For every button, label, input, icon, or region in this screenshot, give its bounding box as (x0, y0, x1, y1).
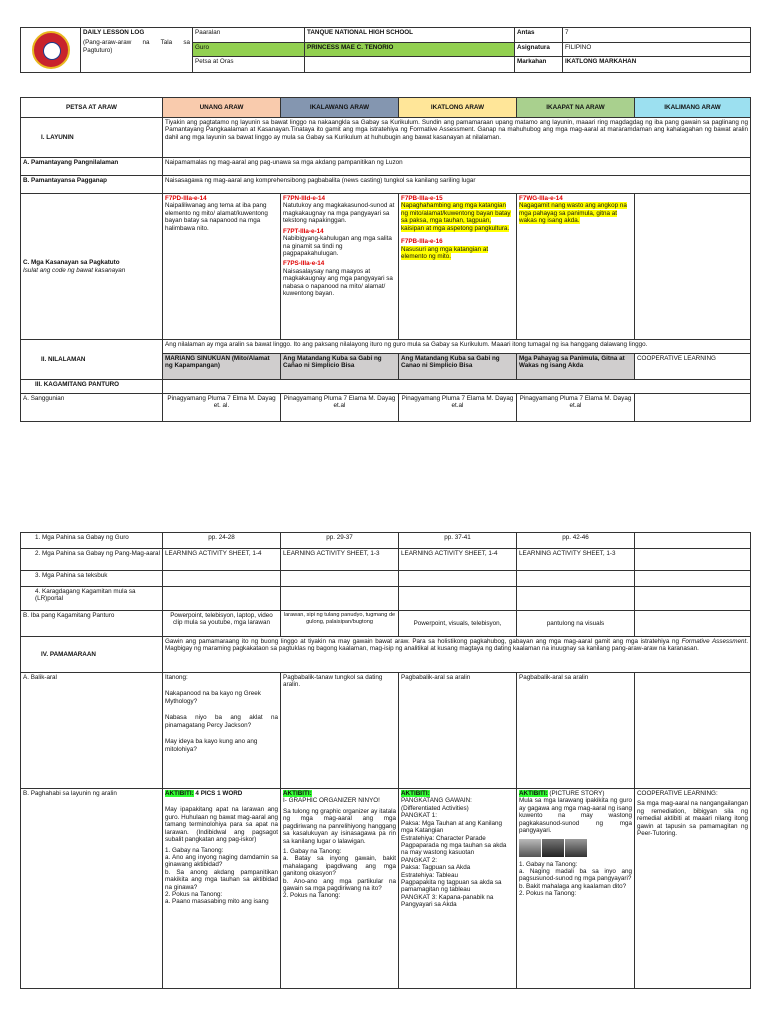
kasanayan-day4 (517, 194, 635, 340)
balik-aral-day5 (635, 673, 751, 789)
balik-aral-day1 (163, 673, 281, 789)
pahina-guro-day3: pp. 37-41 (399, 533, 517, 549)
activity-line: PANGKAT 1: (401, 812, 438, 820)
activity-line: a. Batay sa inyong gawain, bakit mahalagang ipagdiwang ang mga ganitong okasyon? (283, 855, 396, 878)
pahina-mag-aaral-day5 (635, 549, 751, 571)
iba-pang-day2: larawan, sipi ng tulang panudyo, tugmang de gulong, palaisipan/bugtong (281, 611, 399, 637)
pahina-guro-label: 1. Mga Pahina sa Gabay ng Guro (21, 533, 163, 549)
nilalaman-day2: Ang Matandang Kuba sa Gabi ng Cañao ni Simplicio Bisa (281, 354, 399, 380)
nilalaman-day1: MARIANG SINUKUAN (Mito/Alamat ng Kapampangan) (163, 354, 281, 380)
pahina-guro-day4: pp. 42-46 (517, 533, 635, 549)
pangnilalaman-label: A. Pamantayang Pangnilalaman (21, 158, 163, 176)
competency-code: F7PT-IIIa-e-14 (283, 227, 324, 235)
activity-line: b. Ano-ano ang mga partikular na gawain sa mga pagdiriwang na ito? (283, 877, 396, 893)
day4-header: IKAAPAT NA ARAW (517, 98, 635, 118)
iba-pang-day5 (635, 611, 751, 637)
paghahabi-day4 (517, 789, 635, 989)
activity-title: COOPERATIVE LEARNING: (637, 790, 718, 797)
logo-cell (21, 28, 81, 73)
activity-line: b. Bakit mahalaga ang kaalaman dito? (519, 882, 627, 890)
antas-label: Antas (515, 28, 563, 43)
nilalaman-day3: Ang Matandang Kuba sa Gabi ng Canao ni Simplicio Bisa (399, 354, 517, 380)
nilalaman-text: Ang nilalaman ay mga aralin sa bawat linggo. Ito ang paksang nilalayong ituro ng guro mula sa Gabay sa Kurikulum. Maaari itong tumagal ng isa hanggang dalawang linggo. (163, 340, 751, 354)
activity-line: Paksa: Tagpuan sa Akda (401, 864, 471, 872)
competency-code: F7PN-IIId-e-14 (283, 195, 325, 202)
karagdagan-label: 4. Karagdagang Kagamitan mula sa (LR)portal (21, 587, 163, 611)
layunin-label: I. LAYUNIN (21, 118, 163, 158)
pangnilalaman-text: Naipamamalas ng mag-aaral ang pag-unawa sa mga akdang pampanitikan ng Luzon (163, 158, 751, 176)
header-table (20, 27, 751, 73)
pahina-mag-aaral-day1: LEARNING ACTIVITY SHEET, 1-4 (163, 549, 281, 571)
activity-line: Estratehiya: Tableau (401, 871, 458, 879)
activity-line: Estratehiya: Character Parade (401, 834, 486, 842)
balik-aral-label: A. Balik-aral (21, 673, 163, 789)
pahina-guro-day1: pp. 24-28 (163, 533, 281, 549)
kasanayan-note: Isulat ang code ng bawat kasanayan (23, 266, 126, 274)
kasanayan-day1 (163, 194, 281, 340)
activity-line: Sa mga mag-aaral na nangangailangan ng remediation, bibigyan sila ng remedial aktibiti at maaari nilang itong gawin at tapusin sa pamamagitan ng Peer-Tutoring. (637, 800, 748, 838)
activity-line: a. Naging madali ba sa inyo ang pagsusunod-sunod ng mga pangyayari? (519, 867, 632, 883)
kasanayan-label-cell (21, 194, 163, 340)
pahina-mag-aaral-day4: LEARNING ACTIVITY SHEET, 1-3 (517, 549, 635, 571)
aktibiti-tag: AKTIBITI: (401, 790, 430, 797)
pagganap-text: Naisasagawa ng mag-aaral ang komprehensibong pagbabalita (news casting) tungkol sa kanilang sariling lugar (163, 176, 751, 194)
iba-pang-label: B. Iba pang Kagamitang Panturo (21, 611, 163, 637)
activity-line: PANGKAT 2: (401, 856, 438, 864)
petsa-value (305, 57, 515, 73)
picture-story-row (519, 839, 632, 857)
street-picture-icon (565, 839, 587, 857)
activity-line: May ipapakitang apat na larawan ang guro. Huhulaan ng bawat mag-aaral ang tamang terminolohiya para sa apat na larawan. (Indibidwal ang pagsagot subalit pangkatan ang pag-iskor) (165, 806, 278, 844)
competency-code: F7PS-IIIa-e-14 (283, 260, 325, 268)
activity-line: Pagpaparada ng mga tauhan sa akda na may wastong kasuotan (401, 841, 507, 857)
day1-header: UNANG ARAW (163, 98, 281, 118)
activity-line: PANGKAT 3: Kapana-panabik na Pangyayari sa Akda (401, 893, 494, 909)
layunin-text: Tiyakin ang pagtatamo ng layunin sa bawat linggo na nakaangkla sa Gabay sa Kurikulum. Sundin ang pamamaraan upang matamo ang layunin, maaari ring magdagdag ng iba pang gawain sa paglinang ng Pamantayang Pangkaalaman at Kasanayan.Tinataya ito gamit ang mga istratehiya ng Formative Assessment. Ganap na mahuhubog ang mga mag-aaral at mararamdaman ang kahalagahan ng bawat aralin dahil ang mga layunin sa bawat linggo ay mula sa Gabay sa Kurikulum at huhubugin ang bawat kasanayan at nilalaman. (163, 118, 751, 158)
iba-pang-day4: pantulong na visuals (517, 611, 635, 637)
activity-line: 1. Gabay na Tanong: (165, 846, 224, 854)
kagamitan-blank (163, 380, 751, 394)
sanggunian-label: A. Sanggunian (21, 394, 163, 422)
kasanayan-day3 (399, 194, 517, 340)
balik-aral-day3: Pagbabalik-aral sa aralin (399, 673, 517, 789)
pamamaraan-text-b: . Magbigay ng maraming pagkakataon sa pagtuklas ng bagong kaalaman, mag-isip ng analitikal at kusang magtaya ng dating kaalaman na inuugnay sa kanilang pang-araw-araw na karanasan. (165, 638, 748, 653)
paghahabi-day1 (163, 789, 281, 989)
activity-line: 1. Gabay na Tanong: (283, 847, 342, 855)
sanggunian-day2: Pinagyamang Pluma 7 Elama M. Dayag et.al (281, 394, 399, 422)
competency-text: Natutukoy ang magkakasunod-sunod at magkakaugnay na mga pangyayari sa tekstong napakinggan. (283, 202, 395, 225)
nilalaman-label: II. NILALAMAN (21, 340, 163, 380)
balik-aral-line: May ideya ba kayo kung ano ang mitolohiya? (165, 738, 258, 753)
lesson-log-header (20, 27, 750, 73)
activity-line: Mula sa mga larawang ipakikita ng guro ay gagawa ang mga mag-aaral ng isang kuwento na may wastong pagkakasunod-sunod ng mga pangyayari. (519, 797, 632, 835)
activity-line: a. Ano ang inyong naging damdamin sa ginawang aktibidad? (165, 853, 278, 869)
competency-code: F7PB-IIIa-e-16 (401, 238, 443, 246)
kasanayan-label: C. Mga Kasanayan sa Pagkatuto (23, 259, 120, 267)
balik-aral-day2: Pagbabalik-tanaw tungkol sa dating aralin. (281, 673, 399, 789)
sanggunian-day3: Pinagyamang Pluma 7 Elama M. Dayag et.al (399, 394, 517, 422)
dark-picture-icon (542, 839, 564, 857)
activity-line: b. Sa anong akdang pampanitikan makikita ang mga tauhan sa aktibidad na ginawa? (165, 868, 278, 891)
competency-text: Naipaliliwanag ang tema at iba pang elemento ng mito/ alamat/kuwentong bayan batay sa napanood na mga halimbawa nito. (165, 202, 268, 232)
kasanayan-day2 (281, 194, 399, 340)
day3-header: IKATLONG ARAW (399, 98, 517, 118)
lesson-table-part2 (20, 532, 751, 989)
balik-aral-line: Nabasa niyo ba ang aklat na pinamagatang Percy Jackson? (165, 714, 278, 729)
guro-value: PRINCESS MAE C. TENORIO (305, 42, 515, 57)
activity-title: 4 PICS 1 WORD (193, 790, 243, 797)
pamamaraan-text-italic: Formative Assessment (681, 638, 747, 645)
paaralan-label: Paaralan (193, 28, 305, 43)
pagganap-label: B. Pamantayansa Pagganap (21, 176, 163, 194)
activity-title: I- GRAPHIC ORGANIZER NINYO! (283, 797, 380, 805)
pamamaraan-label: IV. PAMAMARAAN (21, 637, 163, 673)
aktibiti-tag: AKTIBITI: (519, 790, 548, 797)
pahina-mag-aaral-label: 2. Mga Pahina sa Gabay ng Pang-Mag-aaral (21, 549, 163, 571)
balik-aral-line: Nakapanood na ba kayo ng Greek Mythology? (165, 690, 261, 705)
paghahabi-day2 (281, 789, 399, 989)
activity-line: Sa tulong ng graphic organizer ay itatala ng mga mag-aaral ang mga pagdiriwang na panrelihiyong hanggang sa kasalukuyan ay isinasagawa pa rin sa kanilang lugar o lalawigan. (283, 807, 396, 845)
paghahabi-day3 (399, 789, 517, 989)
aktibiti-tag: AKTIBITI: (283, 790, 312, 797)
markahan-value: IKATLONG MARKAHAN (563, 57, 751, 73)
sanggunian-day4: Pinagyamang Pluma 7 Elama M. Dayag et.al (517, 394, 635, 422)
pahina-guro-day5 (635, 533, 751, 549)
petsa-label: Petsa at Oras (193, 57, 305, 73)
paghahabi-day5 (635, 789, 751, 989)
competency-text: Naisasalaysay nang maayos at magkakaugnay ang mga pangyayari sa nabasa o napanood na mito/ alamat/ kuwentong bayan. (283, 267, 393, 298)
paaralan-value: TANQUE NATIONAL HIGH SCHOOL (305, 28, 515, 43)
lesson-table-top (20, 97, 750, 422)
iba-pang-day3: Powerpoint, visuals, telebisyon, (399, 611, 517, 637)
activity-line: a. Paano masasabing mito ang isang (165, 898, 269, 906)
activity-line: 2. Pokus na Tanong: (165, 891, 223, 899)
competency-code: F7WG-IIIa-e-14 (519, 195, 563, 202)
activity-title: (PICTURE STORY) (547, 790, 605, 797)
activity-line: (Differentiated Activities) (401, 804, 469, 812)
log-title: DAILY LESSON LOG (83, 29, 145, 36)
balik-aral-line: Itanong: (165, 674, 188, 681)
competency-text: Nagagamit nang wasto ang angkop na mga pahayag sa panimula, gitna at wakas ng isang akda. (519, 202, 627, 225)
day2-header: IKALAWANG ARAW (281, 98, 399, 118)
competency-text: Nasusuri ang mga katangian at elemento ng mito. (401, 245, 489, 260)
pamamaraan-text-cell (163, 637, 751, 673)
nilalaman-day4: Mga Pahayag sa Panimula, Gitna at Wakas ng isang Akda (517, 354, 635, 380)
asignatura-label: Asignatura (515, 42, 563, 57)
petsa-araw-header: PETSA AT ARAW (21, 98, 163, 118)
lesson-table-part1 (20, 97, 751, 422)
guro-label: Guro (193, 42, 305, 57)
kasanayan-day5 (635, 194, 751, 340)
pamamaraan-text-a: Gawin ang pamamaraang ito ng buong linggo at tiyakin na may gawain bawat araw. Para sa holistikong pagkahubog, gabayan ang mga mag-aaral gamit ang mga istratehiya ng (165, 638, 682, 645)
pahina-mag-aaral-day3: LEARNING ACTIVITY SHEET, 1-4 (399, 549, 517, 571)
competency-code: F7PD-IIIa-e-14 (165, 195, 207, 202)
lesson-table-bottom (20, 532, 750, 989)
iba-pang-day1: Powerpoint, telebisyon, laptop, video clip mula sa youtube, mga larawan (163, 611, 281, 637)
competency-text: Napaghahambing ang mga katangian ng mito/alamat/kuwentong bayan batay sa paksa, mga tauhan, tagpuan, kaisipan at mga aspetong pangkultura. (401, 202, 511, 232)
activity-title: PANGKATANG GAWAIN: (401, 797, 472, 805)
activity-line: Paksa: Mga Tauhan at ang Kanilang mga Katangian (401, 819, 503, 835)
markahan-label: Markahan (515, 57, 563, 73)
log-title-cell (81, 28, 193, 73)
balik-aral-day4: Pagbabalik-aral sa aralin (517, 673, 635, 789)
activity-line: 2. Pokus na Tanong: (519, 890, 577, 898)
sanggunian-day5 (635, 394, 751, 422)
asignatura-value: FILIPINO (563, 42, 751, 57)
nilalaman-day5: COOPERATIVE LEARNING (635, 354, 751, 380)
sanggunian-day1: Pinagyamang Pluma 7 Elma M. Dayag et. al. (163, 394, 281, 422)
teksbuk-label: 3. Mga Pahina sa teksbuk (21, 571, 163, 587)
day5-header: IKALIMANG ARAW (635, 98, 751, 118)
competency-text: Nabibigyang-kahulugan ang mga salita na ginamit sa tindi ng pagpapakahulugan. (283, 235, 392, 257)
pahina-guro-day2: pp. 29-37 (281, 533, 399, 549)
landscape-picture-icon (519, 839, 541, 857)
aktibiti-tag: AKTIBITI: (165, 790, 194, 797)
antas-value: 7 (563, 28, 751, 43)
competency-code: F7PB-IIIa-e-15 (401, 195, 443, 202)
activity-line: 1. Gabay na Tanong: (519, 860, 578, 868)
activity-line: Pagpapakita ng tagpuan sa akda sa pamamagitan ng tableau (401, 879, 502, 894)
activity-line: 2. Pokus na Tanong: (283, 892, 341, 900)
school-seal-icon (32, 31, 70, 69)
kagamitan-label: III. KAGAMITANG PANTURO (21, 380, 163, 394)
paghahabi-label: B. Paghahabi sa layunin ng aralin (21, 789, 163, 989)
log-subtitle: (Pang-araw-araw na Tala sa Pagtuturo) (83, 39, 190, 54)
pahina-mag-aaral-day2: LEARNING ACTIVITY SHEET, 1-3 (281, 549, 399, 571)
